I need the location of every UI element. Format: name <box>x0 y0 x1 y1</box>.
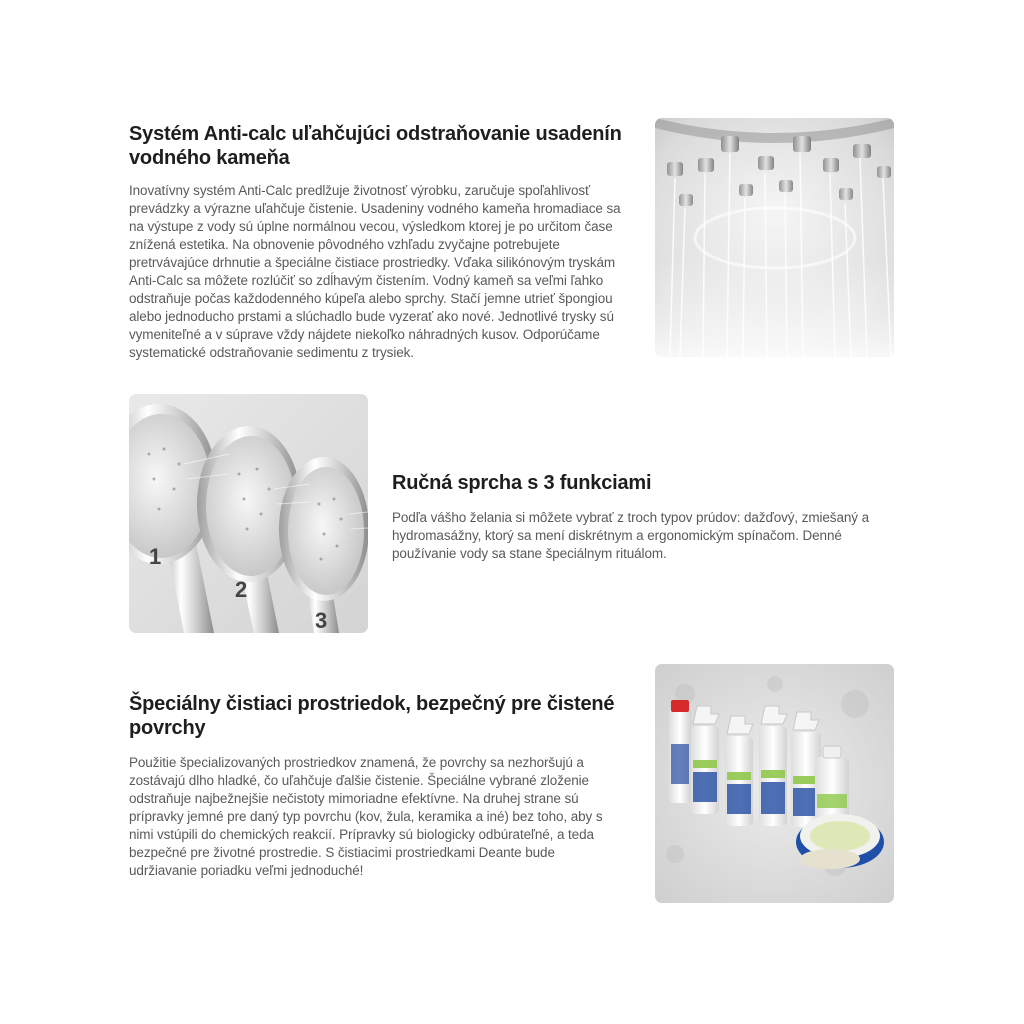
anti-calc-description: Inovatívny systém Anti-Calc predlžuje životnosť výrobku, zaručuje spoľahlivosť prevádzky a výrazne uľahčuje čistenie. Usadeniny vodného kameňa hromadiace sa na výstupe z vody sú úplne normálnou vecou, výsledkom ktorej je po určitom čase znížená estetika. Na obnovenie pôvodného vzhľadu zvyčajne potrebujete pretrvávajúce drhnutie a špeciálne čistiace prostriedky. Vďaka silikónovým tryskám Anti-Calc sa môžete rozlúčiť so zdĺhavým čistením. Vodný kameň sa veľmi ľahko odstraňuje počas každodenného kúpeľa alebo sprchy. Stačí jemne utrieť špongiou alebo jednoducho prstami a slúchadlo bude vyzerať ako nové. Jednotlivé trysky sú vymeniteľné a v súprave vždy nájdete niekoľko náhradných kusov. Odporúčame systematické odstraňovanie sedimentu z trysiek. <box>129 183 621 360</box>
cleaning-heading: Špeciálny čistiaci prostriedok, bezpečný pre čistené povrchy <box>129 693 615 739</box>
cleaning-text-block <box>129 692 619 880</box>
hand-shower-description: Podľa vášho želania si môžete vybrať z troch typov prúdov: dažďový, zmiešaný a hydromasážny, ktorý sa mení diskrétnym a ergonomickým spínačom. Denné používanie vody sa stane špeciálnym rituálom. <box>392 510 869 561</box>
cleaning-products-image <box>655 664 894 903</box>
hand-shower-label-1: 1 <box>149 544 162 569</box>
hand-shower-image <box>129 394 368 633</box>
hand-shower-label-2: 2 <box>235 577 248 602</box>
hand-shower-heading: Ručná sprcha s 3 funkciami <box>392 472 652 494</box>
hand-shower-label-3: 3 <box>315 608 328 633</box>
anti-calc-text-block <box>129 122 629 362</box>
cleaning-description: Použitie špecializovaných prostriedkov znamená, že povrchy sa nezhoršujú a zostávajú dlho hladké, čo uľahčuje ďalšie čistenie. Špeciálne vybrané zloženie odstraňuje najbežnejšie nečistoty mimoriadne efektívne. Na druhej strane sú prípravky jemné pre daný typ povrchu (kov, žula, keramika a iné) bez toho, aby s nimi vstúpili do chemických reakcií. Prípravky sú biologicky odbúrateľné, a teda bezpečné pre životné prostredie. S čistiacimi prostriedkami Deante bude udržiavanie poriadku veľmi jednoduché! <box>129 755 603 878</box>
anti-calc-nozzles-image <box>655 118 894 357</box>
hand-shower-text-block <box>392 471 892 563</box>
anti-calc-heading: Systém Anti-calc uľahčujúci odstraňovanie usadenín vodného kameňa <box>129 123 622 169</box>
